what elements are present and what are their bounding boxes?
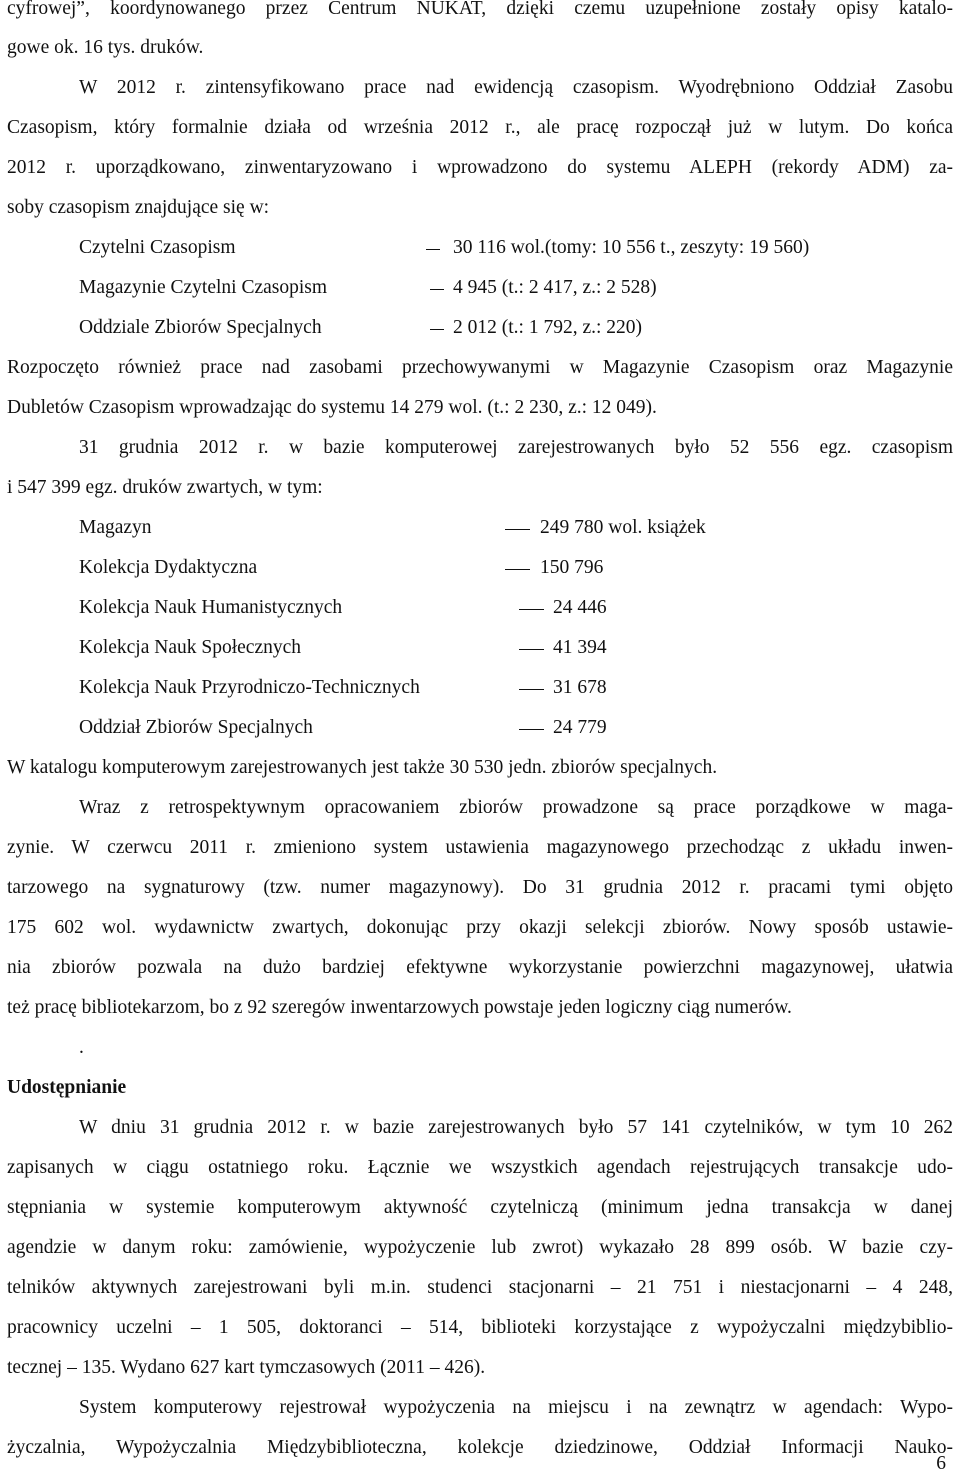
list-item-label: Magazynie Czytelni Czasopism [79,277,328,298]
text-line: Rozpoczęto również prace nad zasobami przechowywanymi w Magazynie Czasopism oraz Magazynie [7,357,953,378]
dash [426,249,440,250]
list-item-value: 41 394 [553,637,607,658]
text-line: W dniu 31 grudnia 2012 r. w bazie zarejestrowanych było 57 141 czytelników, w tym 10 262 [79,1117,953,1138]
list-item-label: Kolekcja Nauk Społecznych [79,637,302,658]
text-line: stępniania w systemie komputerowym aktywność czytelniczą (minimum jedna transakcja w danej [7,1197,953,1218]
text-line: agendzie w danym roku: zamówienie, wypożyczenie lub zwrot) wykazało 28 899 osób. W bazie czy- [7,1237,953,1258]
list-item-label: Kolekcja Nauk Przyrodniczo-Technicznych [79,677,420,698]
list-item-value: 249 780 wol. książek [540,517,706,538]
text-line: 175 602 wol. wydawnictw zwartych, dokonując przy okazji selekcji zbiorów. Nowy sposób ustawie- [7,917,953,938]
list-item-value: 4 945 (t.: 2 417, z.: 2 528) [453,277,657,298]
dash [519,649,544,650]
dash [430,289,444,290]
list-item-label: Czytelni Czasopism [79,237,236,258]
text-line: zynie. W czerwcu 2011 r. zmieniono system ustawienia magazynowego przechodząc z układu inwen- [7,837,953,858]
dash [505,529,530,530]
dash [505,569,530,570]
text-line: gowe ok. 16 tys. druków. [7,37,204,58]
text-line: Czasopism, który formalnie działa od września 2012 r., ale pracę rozpoczął już w lutym. Do końca [7,117,953,138]
text-line: Dubletów Czasopism wprowadzając do systemu 14 279 wol. (t.: 2 230, z.: 12 049). [7,397,657,418]
list-item-value: 24 446 [553,597,607,618]
text-line: Wraz z retrospektywnym opracowaniem zbiorów prowadzone są prace porządkowe w maga- [79,797,953,818]
text-line: W 2012 r. zintensyfikowano prace nad ewidencją czasopism. Wyodrębniono Oddział Zasobu [79,77,953,98]
list-item-value: 24 779 [553,717,607,738]
text-line: System komputerowy rejestrował wypożyczenia na miejscu i na zewnątrz w agendach: Wypo- [79,1397,953,1418]
list-item-value: 30 116 wol.(tomy: 10 556 t., zeszyty: 19 560) [453,237,810,258]
text-line: też pracę bibliotekarzom, bo z 92 szeregów inwentarzowych powstaje jeden logiczny ciąg numerów. [7,997,792,1018]
text-line: pracownicy uczelni – 1 505, doktoranci – 514, biblioteki korzystające z wypożyczalni międzybiblio- [7,1317,953,1338]
text-line: telników aktywnych zarejestrowani byli m.in. studenci stacjonarni – 21 751 i niestacjonarni – 4 248, [7,1277,953,1298]
page-number: 6 [936,1453,946,1474]
text-line: życzalnia, Wypożyczalnia Międzybiblioteczna, kolekcje dziedzinowe, Oddział Informacji Nauko- [7,1437,953,1458]
text-line: tarzowego na sygnaturowy (tzw. numer magazynowy). Do 31 grudnia 2012 r. pracami tymi objęto [7,877,953,898]
section-heading: Udostępnianie [7,1077,127,1098]
text-line: 2012 r. uporządkowano, zinwentaryzowano i wprowadzono do systemu ALEPH (rekordy ADM) za- [7,157,953,178]
text-line: W katalogu komputerowym zarejestrowanych jest także 30 530 jedn. zbiorów specjalnych. [7,757,718,778]
list-item-value: 31 678 [553,677,607,698]
dash [430,329,444,330]
list-item-label: Magazyn [79,517,152,538]
text-line: soby czasopism znajdujące się w: [7,197,270,218]
text-line: 31 grudnia 2012 r. w bazie komputerowej zarejestrowanych było 52 556 egz. czasopism [79,437,953,458]
stray-dot: . [79,1037,84,1058]
list-item-label: Kolekcja Dydaktyczna [79,557,258,578]
list-item-value: 150 796 [540,557,604,578]
dash [519,609,544,610]
text-line: i 547 399 egz. druków zwartych, w tym: [7,477,323,498]
text-line: cyfrowej”, koordynowanego przez Centrum NUKAT, dzięki czemu uzupełnione zostały opisy katalo- [7,0,953,19]
dash [519,689,544,690]
text-line: nia zbiorów pozwala na dużo bardziej efektywne wykorzystanie powierzchni magazynowej, ułatwia [7,957,953,978]
list-item-value: 2 012 (t.: 1 792, z.: 220) [453,317,643,338]
text-line: zapisanych w ciągu ostatniego roku. Łącznie we wszystkich agendach rejestrujących transakcje udo- [7,1157,953,1178]
dash [519,729,544,730]
list-item-label: Kolekcja Nauk Humanistycznych [79,597,343,618]
list-item-label: Oddział Zbiorów Specjalnych [79,717,313,738]
list-item-label: Oddziale Zbiorów Specjalnych [79,317,322,338]
text-line: tecznej – 135. Wydano 627 kart tymczasowych (2011 – 426). [7,1357,486,1378]
